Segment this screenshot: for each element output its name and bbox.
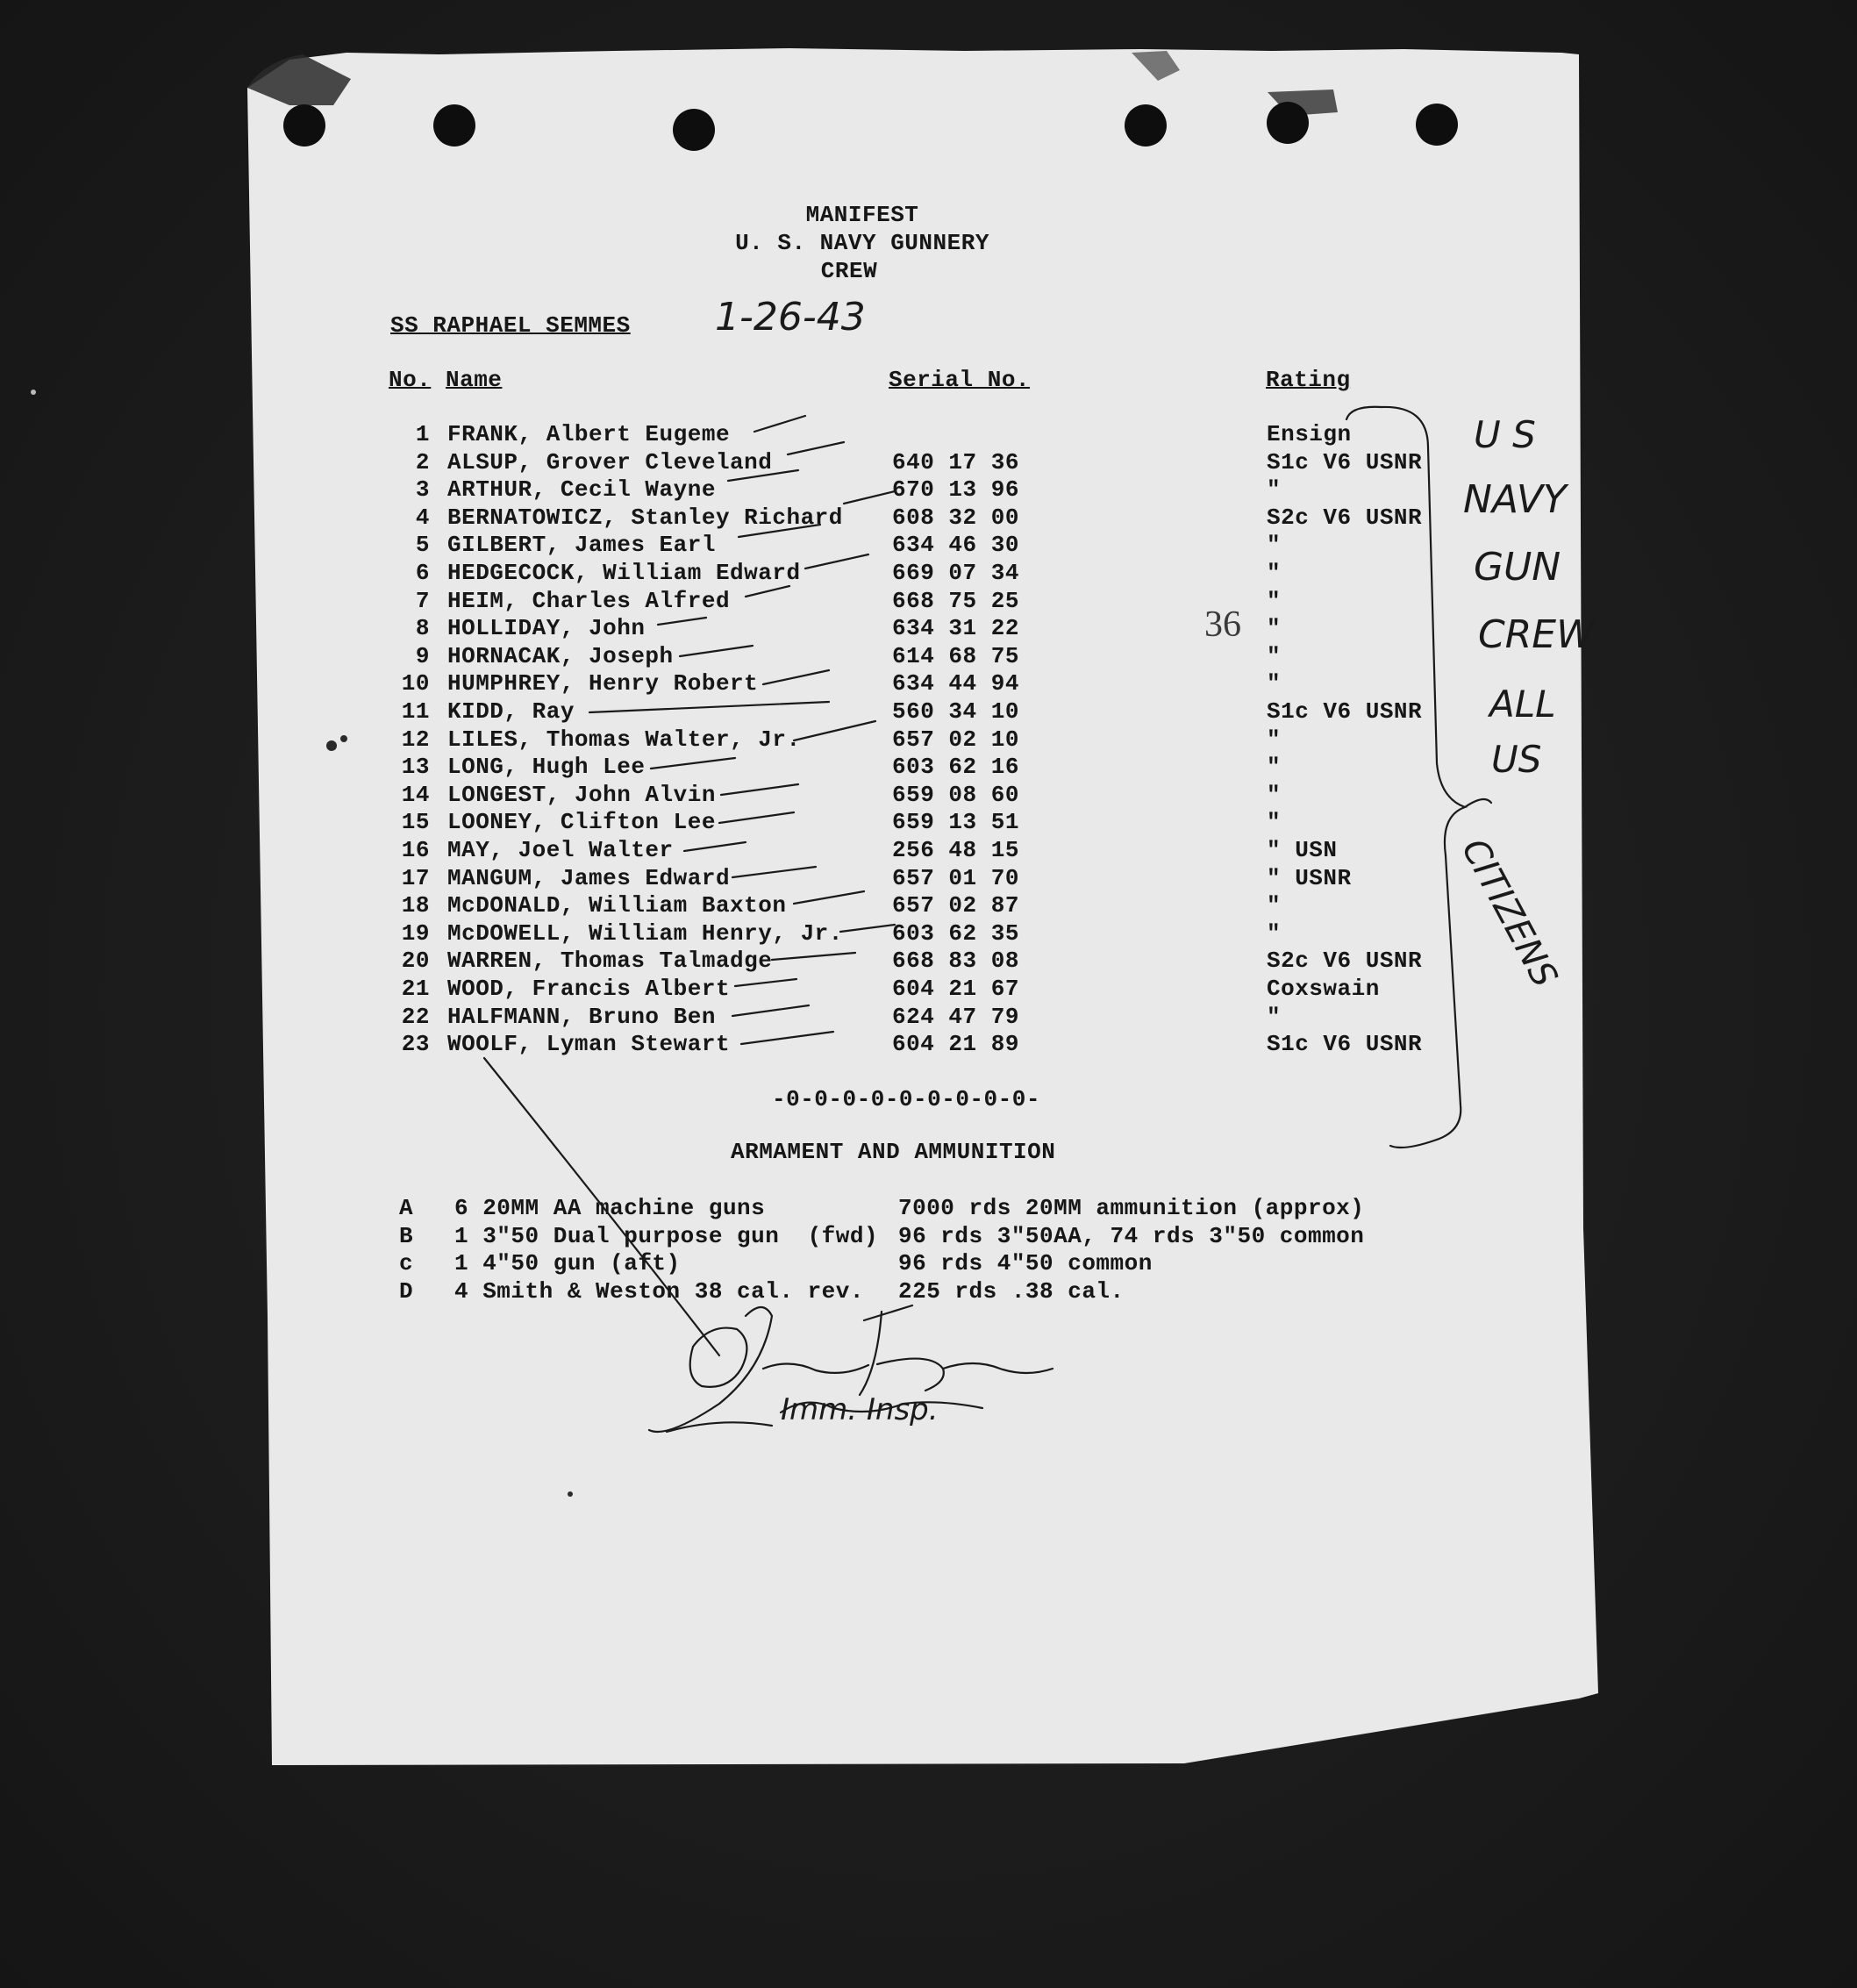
- armament-letter: A: [399, 1195, 414, 1221]
- serial-number: 608 32 00: [892, 504, 1019, 531]
- armament-title: ARMAMENT AND AMMUNITION: [731, 1139, 1056, 1165]
- header-rating: Rating: [1266, 367, 1351, 393]
- margin-note-line: CREW: [1478, 612, 1595, 657]
- row-number: 9: [415, 642, 430, 669]
- rating: S1c V6 USNR: [1267, 698, 1423, 725]
- ship-name: SS RAPHAEL SEMMES: [390, 312, 631, 339]
- margin-note-line: US: [1491, 738, 1542, 781]
- serial-number: 657 01 70: [892, 864, 1019, 891]
- row-number: 21: [401, 976, 430, 1002]
- signature-title: Imm. Insp.: [781, 1392, 939, 1427]
- crew-name: ARTHUR, Cecil Wayne: [447, 476, 716, 504]
- crew-name: HALFMANN, Bruno Ben: [447, 1003, 716, 1030]
- header-serial: Serial No.: [889, 367, 1031, 393]
- serial-number: 634 46 30: [892, 532, 1019, 559]
- rating: Coxswain: [1267, 976, 1380, 1002]
- rating: ": [1267, 1003, 1282, 1030]
- signature: [667, 1316, 674, 1317]
- serial-number: 668 75 25: [892, 587, 1019, 614]
- serial-number: 669 07 34: [892, 560, 1019, 586]
- armament-ammo: 96 rds 4"50 common: [898, 1250, 1153, 1277]
- header-name: Name: [446, 367, 503, 393]
- rating: " USNR: [1267, 864, 1352, 891]
- armament-letter: B: [399, 1222, 414, 1249]
- row-number: 2: [415, 448, 430, 476]
- serial-number: 603 62 16: [892, 754, 1019, 781]
- margin-note-line: NAVY: [1463, 477, 1567, 522]
- serial-number: 634 44 94: [892, 670, 1019, 697]
- rating: ": [1267, 892, 1282, 919]
- crew-name: HUMPHREY, Henry Robert: [447, 670, 759, 697]
- margin-note-line: U S: [1474, 413, 1536, 456]
- crew-name: HEIM, Charles Alfred: [447, 587, 731, 614]
- crew-name: LILES, Thomas Walter, Jr.: [447, 726, 801, 753]
- armament-ammo: 96 rds 3"50AA, 74 rds 3"50 common: [898, 1222, 1365, 1249]
- crew-name: MANGUM, James Edward: [447, 864, 731, 891]
- armament-weapon: 4 Smith & Weston 38 cal. rev.: [454, 1277, 864, 1305]
- row-number: 12: [401, 726, 430, 753]
- rating: ": [1267, 532, 1282, 559]
- serial-number: 634 31 22: [892, 615, 1019, 642]
- crew-name: MAY, Joel Walter: [447, 837, 674, 863]
- row-number: 1: [415, 421, 430, 447]
- crew-name: BERNATOWICZ, Stanley Richard: [447, 504, 843, 531]
- armament-weapon: 1 3"50 Dual purpose gun (fwd): [454, 1222, 879, 1249]
- armament-weapon: 1 4"50 gun (aft): [454, 1250, 681, 1277]
- row-number: 4: [415, 504, 430, 531]
- margin-note-line: GUN: [1474, 545, 1561, 590]
- margin-note-line: ALL: [1489, 683, 1556, 726]
- rating: ": [1267, 476, 1282, 504]
- serial-number: 614 68 75: [892, 642, 1019, 669]
- handwritten-date: 1-26-43: [715, 295, 866, 340]
- row-number: 10: [401, 670, 430, 697]
- row-number: 16: [401, 837, 430, 863]
- serial-number: 560 34 10: [892, 698, 1019, 725]
- crew-name: WOOD, Francis Albert: [447, 976, 731, 1002]
- crew-name: FRANK, Albert Eugeme: [447, 421, 731, 447]
- rating: ": [1267, 919, 1282, 947]
- crew-name: ALSUP, Grover Cleveland: [447, 448, 773, 476]
- rating: S1c V6 USNR: [1267, 448, 1423, 476]
- rating: ": [1267, 560, 1282, 586]
- serial-number: 603 62 35: [892, 919, 1019, 947]
- crew-name: GILBERT, James Earl: [447, 532, 716, 559]
- row-number: 22: [401, 1003, 430, 1030]
- rating: " USN: [1267, 837, 1338, 863]
- rating: ": [1267, 754, 1282, 781]
- crew-name: LONGEST, John Alvin: [447, 781, 716, 808]
- separator-line: -0-0-0-0-0-0-0-0-0-: [772, 1086, 1040, 1112]
- row-number: 18: [401, 892, 430, 919]
- crew-name: WARREN, Thomas Talmadge: [447, 948, 773, 975]
- row-number: 20: [401, 948, 430, 975]
- armament-letter: D: [399, 1277, 414, 1305]
- rating: S2c V6 USNR: [1267, 948, 1423, 975]
- serial-number: 256 48 15: [892, 837, 1019, 863]
- serial-number: 657 02 10: [892, 726, 1019, 753]
- row-number: 5: [415, 532, 430, 559]
- crew-name: McDONALD, William Baxton: [447, 892, 787, 919]
- row-number: 3: [415, 476, 430, 504]
- manifest-subtitle-crew: CREW: [820, 258, 878, 284]
- rating: ": [1267, 587, 1282, 614]
- manifest-title: MANIFEST: [805, 202, 919, 228]
- rating: S2c V6 USNR: [1267, 504, 1423, 531]
- crew-name: WOOLF, Lyman Stewart: [447, 1031, 731, 1058]
- row-number: 19: [401, 919, 430, 947]
- rating: ": [1267, 809, 1282, 836]
- armament-weapon: 6 20MM AA machine guns: [454, 1195, 766, 1221]
- row-number: 7: [415, 587, 430, 614]
- rating: ": [1267, 781, 1282, 808]
- crew-name: HORNACAK, Joseph: [447, 642, 674, 669]
- serial-number: 604 21 67: [892, 976, 1019, 1002]
- row-number: 8: [415, 615, 430, 642]
- rating: ": [1267, 642, 1282, 669]
- rating: S1c V6 USNR: [1267, 1031, 1423, 1058]
- serial-number: 670 13 96: [892, 476, 1019, 504]
- row-number: 6: [415, 560, 430, 586]
- serial-number: 624 47 79: [892, 1003, 1019, 1030]
- crew-name: McDOWELL, William Henry, Jr.: [447, 919, 843, 947]
- serial-number: 668 83 08: [892, 948, 1019, 975]
- serial-number: 659 08 60: [892, 781, 1019, 808]
- rating: ": [1267, 670, 1282, 697]
- row-number: 23: [401, 1031, 430, 1058]
- serial-number: 657 02 87: [892, 892, 1019, 919]
- rating: ": [1267, 615, 1282, 642]
- rating: ": [1267, 726, 1282, 753]
- stamp-number: 36: [1204, 604, 1241, 645]
- armament-ammo: 225 rds .38 cal.: [898, 1277, 1125, 1305]
- crew-name: LOONEY, Clifton Lee: [447, 809, 716, 836]
- serial-number: 604 21 89: [892, 1031, 1019, 1058]
- armament-ammo: 7000 rds 20MM ammunition (approx): [898, 1195, 1365, 1221]
- header-no: No.: [389, 367, 432, 393]
- row-number: 17: [401, 864, 430, 891]
- manifest-subtitle: U. S. NAVY GUNNERY: [735, 230, 989, 256]
- crew-name: HOLLIDAY, John: [447, 615, 646, 642]
- armament-letter: c: [399, 1250, 414, 1277]
- serial-number: 640 17 36: [892, 448, 1019, 476]
- row-number: 15: [401, 809, 430, 836]
- crew-name: LONG, Hugh Lee: [447, 754, 646, 781]
- rating: Ensign: [1267, 421, 1352, 447]
- crew-name: KIDD, Ray: [447, 698, 575, 725]
- row-number: 11: [401, 698, 430, 725]
- row-number: 14: [401, 781, 430, 808]
- row-number: 13: [401, 754, 430, 781]
- crew-name: HEDGECOCK, William Edward: [447, 560, 801, 586]
- margin-note-line: CITIZENS: [1453, 832, 1566, 994]
- serial-number: 659 13 51: [892, 809, 1019, 836]
